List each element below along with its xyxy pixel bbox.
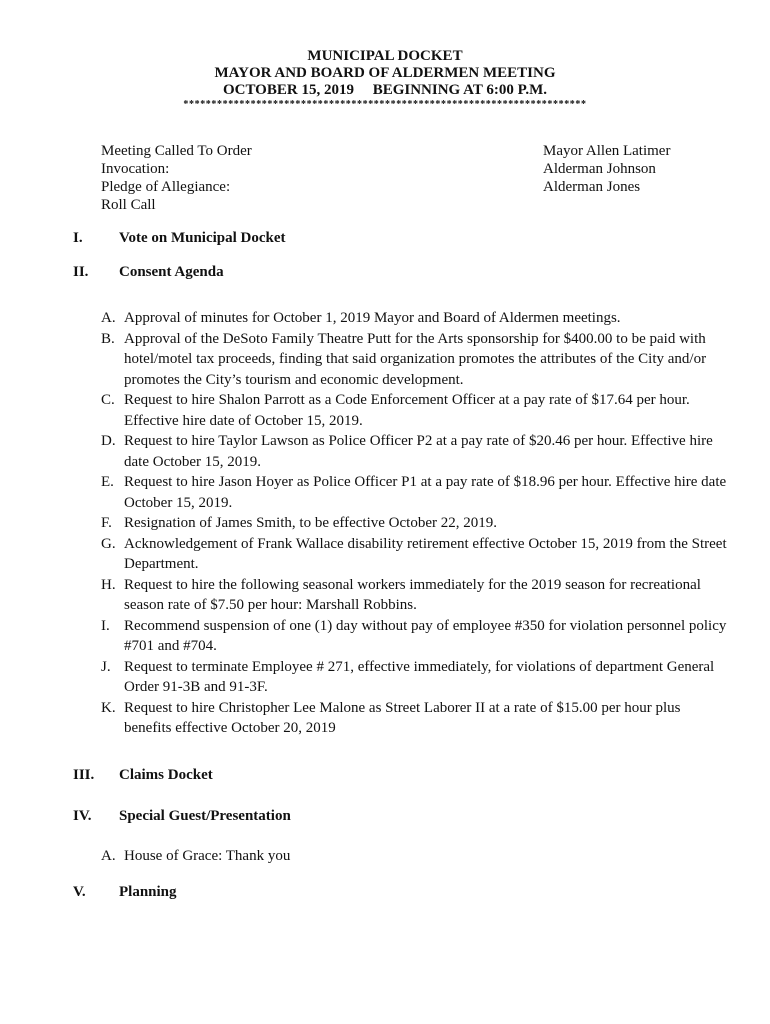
officiant-name: Alderman Jones <box>543 179 641 195</box>
item-text: Request to hire Taylor Lawson as Police Officer P2 at a pay rate of $20.46 per hour. Effective hire date October 15, 2019. <box>124 433 713 470</box>
list-item <box>101 846 731 867</box>
section-heading <box>73 264 224 281</box>
meeting-date-time: OCTOBER 15, 2019 BEGINNING AT 6:00 P.M. <box>222 82 548 98</box>
docket-title: MUNICIPAL DOCKET <box>307 48 463 64</box>
item-text: Request to hire the following seasonal workers immediately for the 2019 season for recreational season rate of $7.50 per hour: Marshall Robbins. <box>124 576 701 613</box>
section-number: III. <box>73 767 95 783</box>
star-divider: ************************************************************************ <box>183 99 587 110</box>
list-item <box>101 472 731 513</box>
opening-left-column <box>101 142 252 214</box>
item-letter: C. <box>101 392 115 408</box>
officiant-name: Mayor Allen Latimer <box>543 143 671 159</box>
item-letter: A. <box>101 310 116 326</box>
officiant-name: Alderman Johnson <box>543 161 656 177</box>
section-number: IV. <box>73 808 92 824</box>
section-title: Consent Agenda <box>119 264 224 280</box>
section-heading <box>73 767 213 784</box>
list-item <box>101 431 731 472</box>
item-text: Request to hire Jason Hoyer as Police Officer P1 at a pay rate of $18.96 per hour. Effective hire date October 15, 2019. <box>124 474 727 511</box>
list-item <box>101 616 731 657</box>
section-number: V. <box>73 884 86 900</box>
section-title: Claims Docket <box>119 767 213 783</box>
item-text: Request to terminate Employee # 271, effective immediately, for violations of department General Order 91-3B and 91-3F. <box>124 658 715 695</box>
item-text: Approval of minutes for October 1, 2019 Mayor and Board of Aldermen meetings. <box>124 310 621 326</box>
section-heading <box>73 808 291 825</box>
item-letter: B. <box>101 330 115 347</box>
special-guest-list <box>101 846 731 867</box>
item-text: House of Grace: Thank you <box>124 848 291 864</box>
item-text: Resignation of James Smith, to be effective October 22, 2019. <box>124 515 497 531</box>
opening-item: Meeting Called To Order <box>101 143 252 159</box>
section-title: Special Guest/Presentation <box>119 808 291 824</box>
list-item <box>101 657 731 698</box>
item-letter: H. <box>101 576 116 593</box>
section-number: I. <box>73 230 83 246</box>
opening-item: Roll Call <box>101 197 156 213</box>
item-text: Acknowledgement of Frank Wallace disability retirement effective October 15, 2019 from the Street Department. <box>124 535 727 572</box>
item-letter: F. <box>101 515 112 531</box>
list-item <box>101 308 731 329</box>
item-text: Approval of the DeSoto Family Theatre Putt for the Arts sponsorship for $400.00 to be paid with hotel/motel tax proceeds, finding that said organization promotes the attributes of the City and/or promotes the City’s tourism and economic development. <box>124 330 707 388</box>
section-title: Vote on Municipal Docket <box>119 230 286 246</box>
list-item <box>101 698 731 739</box>
item-text: Request to hire Shalon Parrott as a Code Enforcement Officer at a pay rate of $17.64 per hour. Effective hire date of October 15, 2019. <box>124 392 690 429</box>
list-item <box>101 513 731 534</box>
list-item <box>101 329 731 391</box>
item-text: Request to hire Christopher Lee Malone as Street Laborer II at a rate of $15.00 per hour plus benefits effective October 20, 2019 <box>124 699 681 736</box>
item-letter: I. <box>101 617 110 634</box>
item-text: Recommend suspension of one (1) day without pay of employee #350 for violation personnel policy #701 and #704. <box>124 617 727 654</box>
section-heading <box>73 230 286 247</box>
meeting-title: MAYOR AND BOARD OF ALDERMEN MEETING <box>214 65 556 81</box>
item-letter: J. <box>101 658 111 675</box>
section-heading <box>73 884 177 901</box>
list-item <box>101 390 731 431</box>
opening-right-column <box>543 142 670 196</box>
item-letter: D. <box>101 433 116 449</box>
item-letter: K. <box>101 699 116 716</box>
section-title: Planning <box>119 884 177 900</box>
list-item <box>101 575 731 616</box>
opening-item: Pledge of Allegiance: <box>101 179 231 195</box>
item-letter: G. <box>101 535 116 552</box>
item-letter: E. <box>101 474 114 490</box>
item-letter: A. <box>101 848 116 864</box>
opening-item: Invocation: <box>101 161 170 177</box>
section-number: II. <box>73 264 89 280</box>
consent-agenda-list <box>101 308 731 739</box>
list-item <box>101 534 731 575</box>
